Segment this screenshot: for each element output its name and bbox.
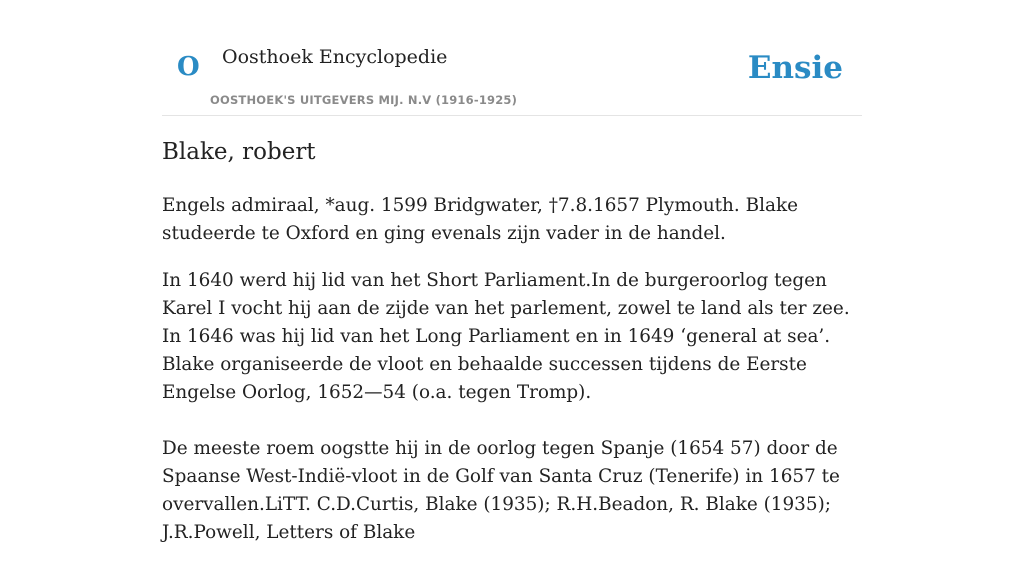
site-header xyxy=(162,0,862,116)
article-paragraph-2: In 1640 werd hij lid van het Short Parliament.In de burgeroorlog tegen Karel I vocht hij aan de zijde van het parlement, zowel te land als ter zee. In 1646 was hij lid van het Long Parliament en in 1649 ‘general at sea’. Blake organiseerde de vloot en behaalde successen tijdens de Eerste Engelse Oorlog, 1652—54 (o.a. tegen Tromp). xyxy=(162,270,850,403)
article-title: Blake, robert xyxy=(162,139,316,165)
ensie-logo[interactable]: Ensie xyxy=(747,50,843,86)
content-container xyxy=(162,0,862,543)
article-paragraph-3: De meeste roem oogstte hij in de oorlog tegen Spanje (1654 57) door de Spaanse West-Indië-vloot in de Golf van Santa Cruz (Tenerife) in 1657 te overvallen.LiTT. C.D.Curtis, Blake (1935); R.H.Beadon, R. Blake (1935); J.R.Powell, Letters of Blake xyxy=(162,438,840,543)
article-paragraph-1: Engels admiraal, *aug. 1599 Bridgwater, †7.8.1657 Plymouth. Blake studeerde te Oxford en ging evenals zijn vader in de handel. xyxy=(162,195,798,244)
logo-mark[interactable]: O xyxy=(177,52,200,82)
encyclopedia-title[interactable]: Oosthoek Encyclopedie xyxy=(222,46,448,68)
publisher-subtitle: OOSTHOEK'S UITGEVERS MIJ. N.V (1916-1925) xyxy=(210,93,518,107)
article-body xyxy=(162,192,862,566)
